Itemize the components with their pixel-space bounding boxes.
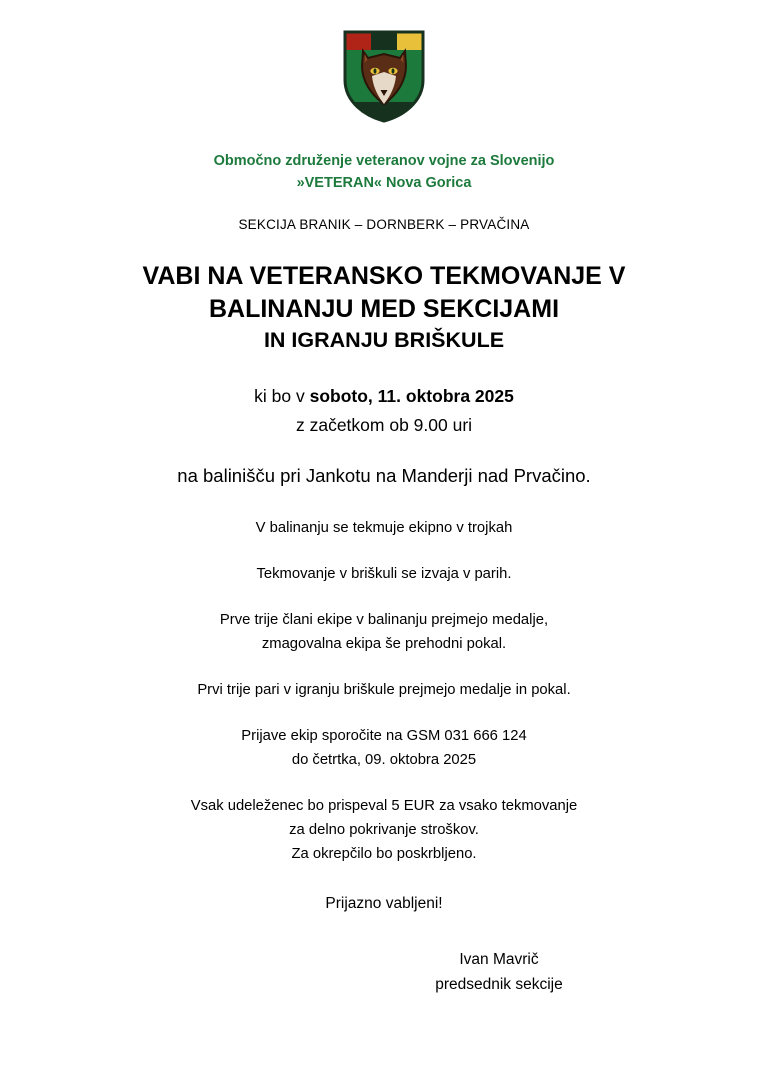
detail-line: Tekmovanje v briškuli se izvaja v parih.: [256, 565, 512, 582]
detail-line: V balinanju se tekmuje ekipno v trojkah: [255, 520, 513, 536]
detail-line: Vsak udeleženec bo prispeval 5 EUR za vsako tekmovanje: [190, 797, 578, 814]
organization-line-1: Območno združenje veteranov vojne za Slovenijo: [213, 153, 555, 169]
closing-greeting: Prijazno vabljeni!: [325, 894, 443, 912]
event-date: soboto, 11. oktobra 2025: [309, 386, 514, 407]
title-line-2: BALINANJU MED SEKCIJAMI: [208, 294, 560, 323]
detail-line: do četrtka, 09. oktobra 2025: [291, 751, 477, 768]
detail-paragraph-5: [0, 725, 768, 773]
event-date-prefix: ki bo v: [254, 386, 310, 407]
section-name: SEKCIJA BRANIK – DORNBERK – PRVAČINA: [238, 216, 530, 232]
title-line-1: VABI NA VETERANSKO TEKMOVANJE V: [142, 261, 626, 290]
event-date-line: [0, 382, 768, 410]
signature-role: predsednik sekcije: [435, 975, 563, 993]
organization-heading: [0, 150, 768, 195]
detail-paragraph-2: [0, 563, 768, 587]
signature-name: Ivan Mavrič: [459, 950, 539, 968]
title-line-3: IN IGRANJU BRIŠKULE: [263, 327, 505, 352]
logo-container: [0, 0, 768, 124]
detail-paragraph-3: [0, 609, 768, 657]
event-location: na balinišču pri Jankotu na Manderji nad Prvačino.: [177, 465, 591, 486]
detail-line: Prvi trije pari v igranju briškule prejmejo medalje in pokal.: [197, 681, 571, 698]
organization-line-2: »VETERAN« Nova Gorica: [296, 175, 472, 192]
fox-head-shield-emblem-icon: [341, 28, 427, 124]
detail-line: za delno pokrivanje stroškov.: [289, 821, 479, 838]
detail-paragraph-4: [0, 679, 768, 703]
signature-block: [0, 947, 768, 997]
detail-paragraph-1: [0, 517, 768, 541]
page-title: [0, 260, 768, 354]
detail-line: Prijave ekip sporočite na GSM 031 666 124: [241, 727, 527, 744]
event-datetime: [0, 382, 768, 439]
detail-line: zmagovalna ekipa še prehodni pokal.: [261, 635, 507, 652]
detail-paragraph-6: [0, 795, 768, 867]
detail-line: Za okrepčilo bo poskrbljeno.: [291, 845, 477, 862]
detail-line: Prve trije člani ekipe v balinanju prejmejo medalje,: [219, 611, 549, 628]
event-time-line: z začetkom ob 9.00 uri: [295, 414, 473, 435]
